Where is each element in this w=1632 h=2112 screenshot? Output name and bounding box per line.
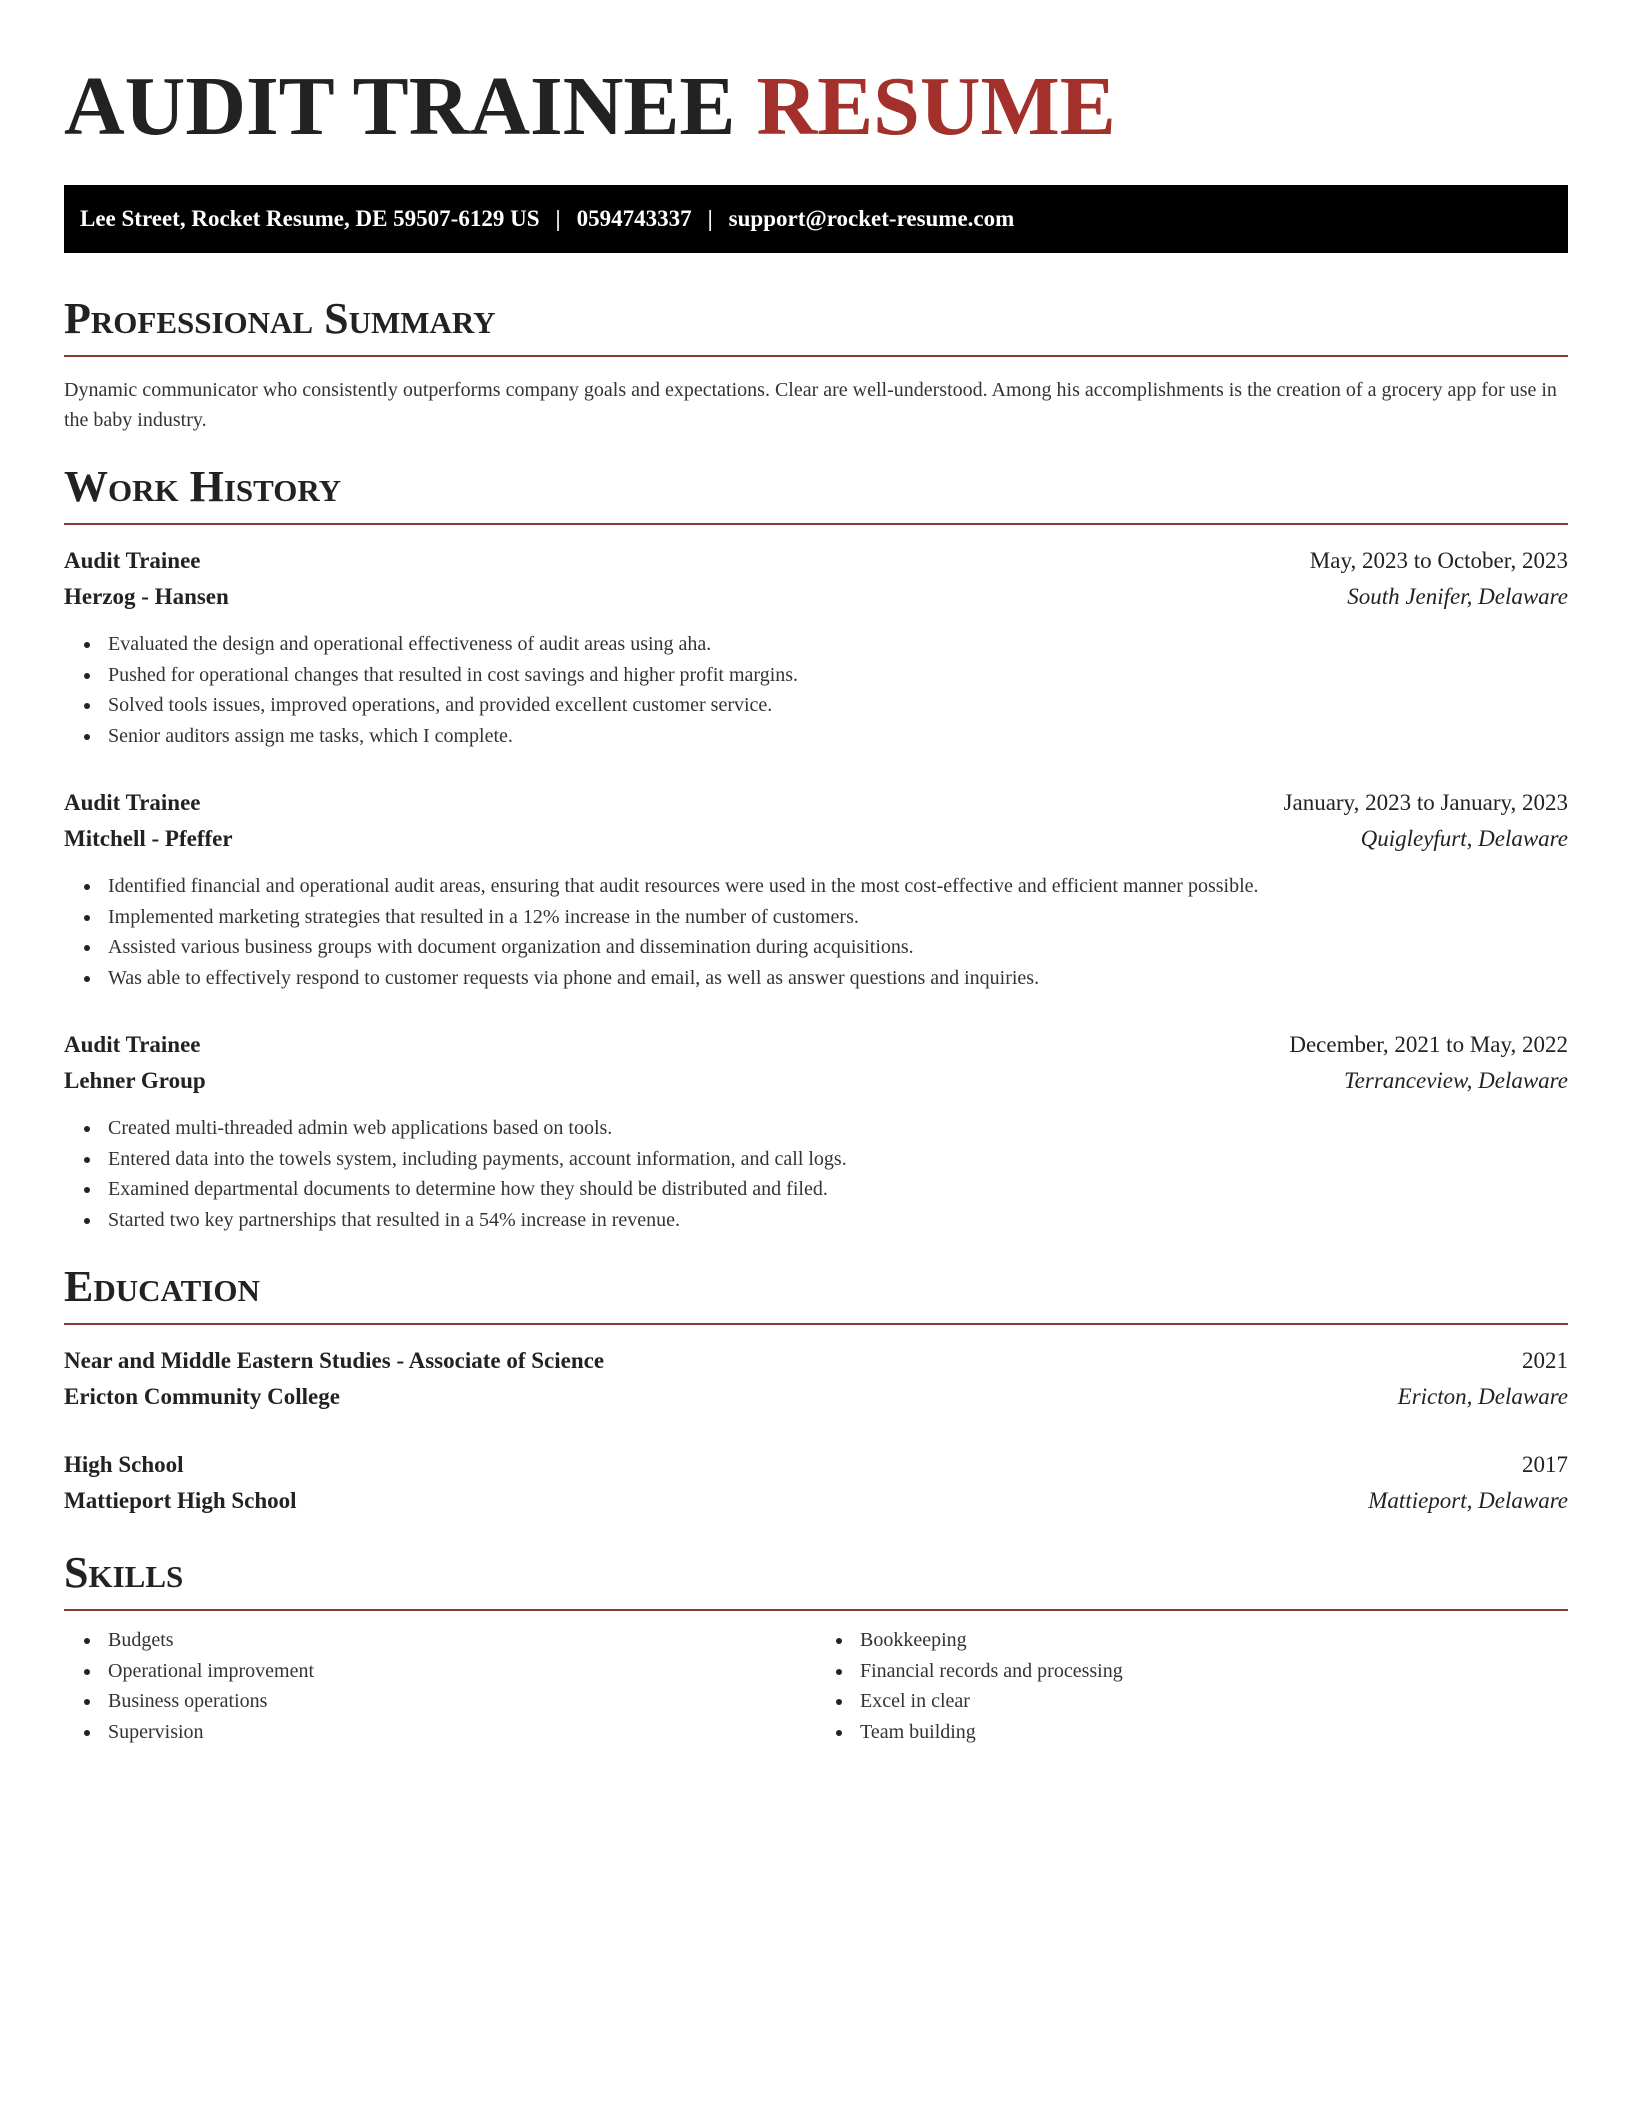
- job-bullets: [64, 1113, 1568, 1235]
- summary-section: [64, 294, 1568, 435]
- job-company: Lehner Group: [64, 1068, 206, 1093]
- education-entry: [64, 1343, 1568, 1415]
- list-item: Operational improvement: [108, 1656, 816, 1687]
- list-item: Created multi-threaded admin web applications based on tools.: [108, 1113, 1568, 1144]
- education-school-row: [64, 1483, 1568, 1519]
- list-item: Evaluated the design and operational effectiveness of audit areas using aha.: [108, 629, 1568, 660]
- title-main: AUDIT TRAINEE: [64, 60, 736, 153]
- education-degree: High School: [64, 1452, 184, 1477]
- contact-bar: [64, 185, 1568, 253]
- contact-separator: |: [707, 206, 713, 231]
- job-company-row: [64, 579, 1568, 615]
- list-item: Budgets: [108, 1625, 816, 1656]
- job-entry: [64, 785, 1568, 993]
- education-location: Ericton, Delaware: [1397, 1384, 1568, 1409]
- list-item: Solved tools issues, improved operations, and provided excellent customer service.: [108, 690, 1568, 721]
- list-item: Implemented marketing strategies that resulted in a 12% increase in the number of customers.: [108, 902, 1568, 933]
- education-degree-row: [64, 1447, 1568, 1483]
- skills-section: [64, 1548, 1568, 1747]
- list-item: Supervision: [108, 1717, 816, 1748]
- work-history-heading: Work History: [64, 465, 1568, 525]
- job-dates: May, 2023 to October, 2023: [1309, 548, 1568, 573]
- education-degree-row: [64, 1343, 1568, 1379]
- resume-title: [64, 55, 1568, 153]
- job-location: Terranceview, Delaware: [1343, 1068, 1568, 1093]
- job-title: Audit Trainee: [64, 790, 201, 815]
- job-location: South Jenifer, Delaware: [1347, 584, 1568, 609]
- list-item: Bookkeeping: [860, 1625, 1568, 1656]
- contact-address: Lee Street, Rocket Resume, DE 59507-6129 US: [80, 206, 540, 231]
- work-history-section: [64, 462, 1568, 1235]
- education-school-row: [64, 1379, 1568, 1415]
- education-school: Ericton Community College: [64, 1384, 340, 1409]
- job-entry: [64, 1027, 1568, 1235]
- job-company-row: [64, 821, 1568, 857]
- list-item: Assisted various business groups with document organization and dissemination during acquisitions.: [108, 932, 1568, 963]
- education-school: Mattieport High School: [64, 1488, 297, 1513]
- education-year: 2017: [1522, 1452, 1568, 1477]
- contact-email: support@rocket-resume.com: [728, 206, 1015, 231]
- list-item: Senior auditors assign me tasks, which I complete.: [108, 721, 1568, 752]
- education-location: Mattieport, Delaware: [1368, 1488, 1568, 1513]
- summary-heading: Professional Summary: [64, 297, 1568, 357]
- skills-right-list: [816, 1625, 1568, 1747]
- job-header-row: [64, 785, 1568, 821]
- list-item: Team building: [860, 1717, 1568, 1748]
- list-item: Examined departmental documents to determine how they should be distributed and filed.: [108, 1174, 1568, 1205]
- list-item: Was able to effectively respond to customer requests via phone and email, as well as answer questions and inquiries.: [108, 963, 1568, 994]
- job-header-row: [64, 543, 1568, 579]
- job-company-row: [64, 1063, 1568, 1099]
- education-heading: Education: [64, 1265, 1568, 1325]
- job-title: Audit Trainee: [64, 548, 201, 573]
- job-header-row: [64, 1027, 1568, 1063]
- contact-separator: |: [555, 206, 561, 231]
- list-item: Excel in clear: [860, 1686, 1568, 1717]
- education-degree: Near and Middle Eastern Studies - Associate of Science: [64, 1348, 605, 1373]
- job-dates: December, 2021 to May, 2022: [1289, 1032, 1568, 1057]
- list-item: Pushed for operational changes that resulted in cost savings and higher profit margins.: [108, 660, 1568, 691]
- list-item: Identified financial and operational audit areas, ensuring that audit resources were used in the most cost-effective and efficient manner possible.: [108, 871, 1568, 902]
- job-location: Quigleyfurt, Delaware: [1360, 826, 1568, 851]
- job-entry: [64, 543, 1568, 751]
- job-bullets: [64, 871, 1568, 993]
- job-dates: January, 2023 to January, 2023: [1283, 790, 1568, 815]
- skills-heading: Skills: [64, 1551, 1568, 1611]
- summary-text: Dynamic communicator who consistently outperforms company goals and expectations. Clear are well-understood. Among his accomplishments is the creation of a grocery app for use in the baby industry.: [64, 379, 1557, 431]
- job-bullets: [64, 629, 1568, 751]
- contact-phone: 0594743337: [576, 206, 692, 231]
- education-section: [64, 1262, 1568, 1519]
- job-company: Herzog - Hansen: [64, 584, 229, 609]
- skills-left-list: [64, 1625, 816, 1747]
- skills-grid: [64, 1625, 1568, 1747]
- job-company: Mitchell - Pfeffer: [64, 826, 233, 851]
- list-item: Financial records and processing: [860, 1656, 1568, 1687]
- education-entry: [64, 1447, 1568, 1519]
- list-item: Business operations: [108, 1686, 816, 1717]
- education-year: 2021: [1522, 1348, 1568, 1373]
- list-item: Started two key partnerships that resulted in a 54% increase in revenue.: [108, 1205, 1568, 1236]
- list-item: Entered data into the towels system, including payments, account information, and call logs.: [108, 1144, 1568, 1175]
- title-accent: RESUME: [756, 60, 1116, 153]
- job-title: Audit Trainee: [64, 1032, 201, 1057]
